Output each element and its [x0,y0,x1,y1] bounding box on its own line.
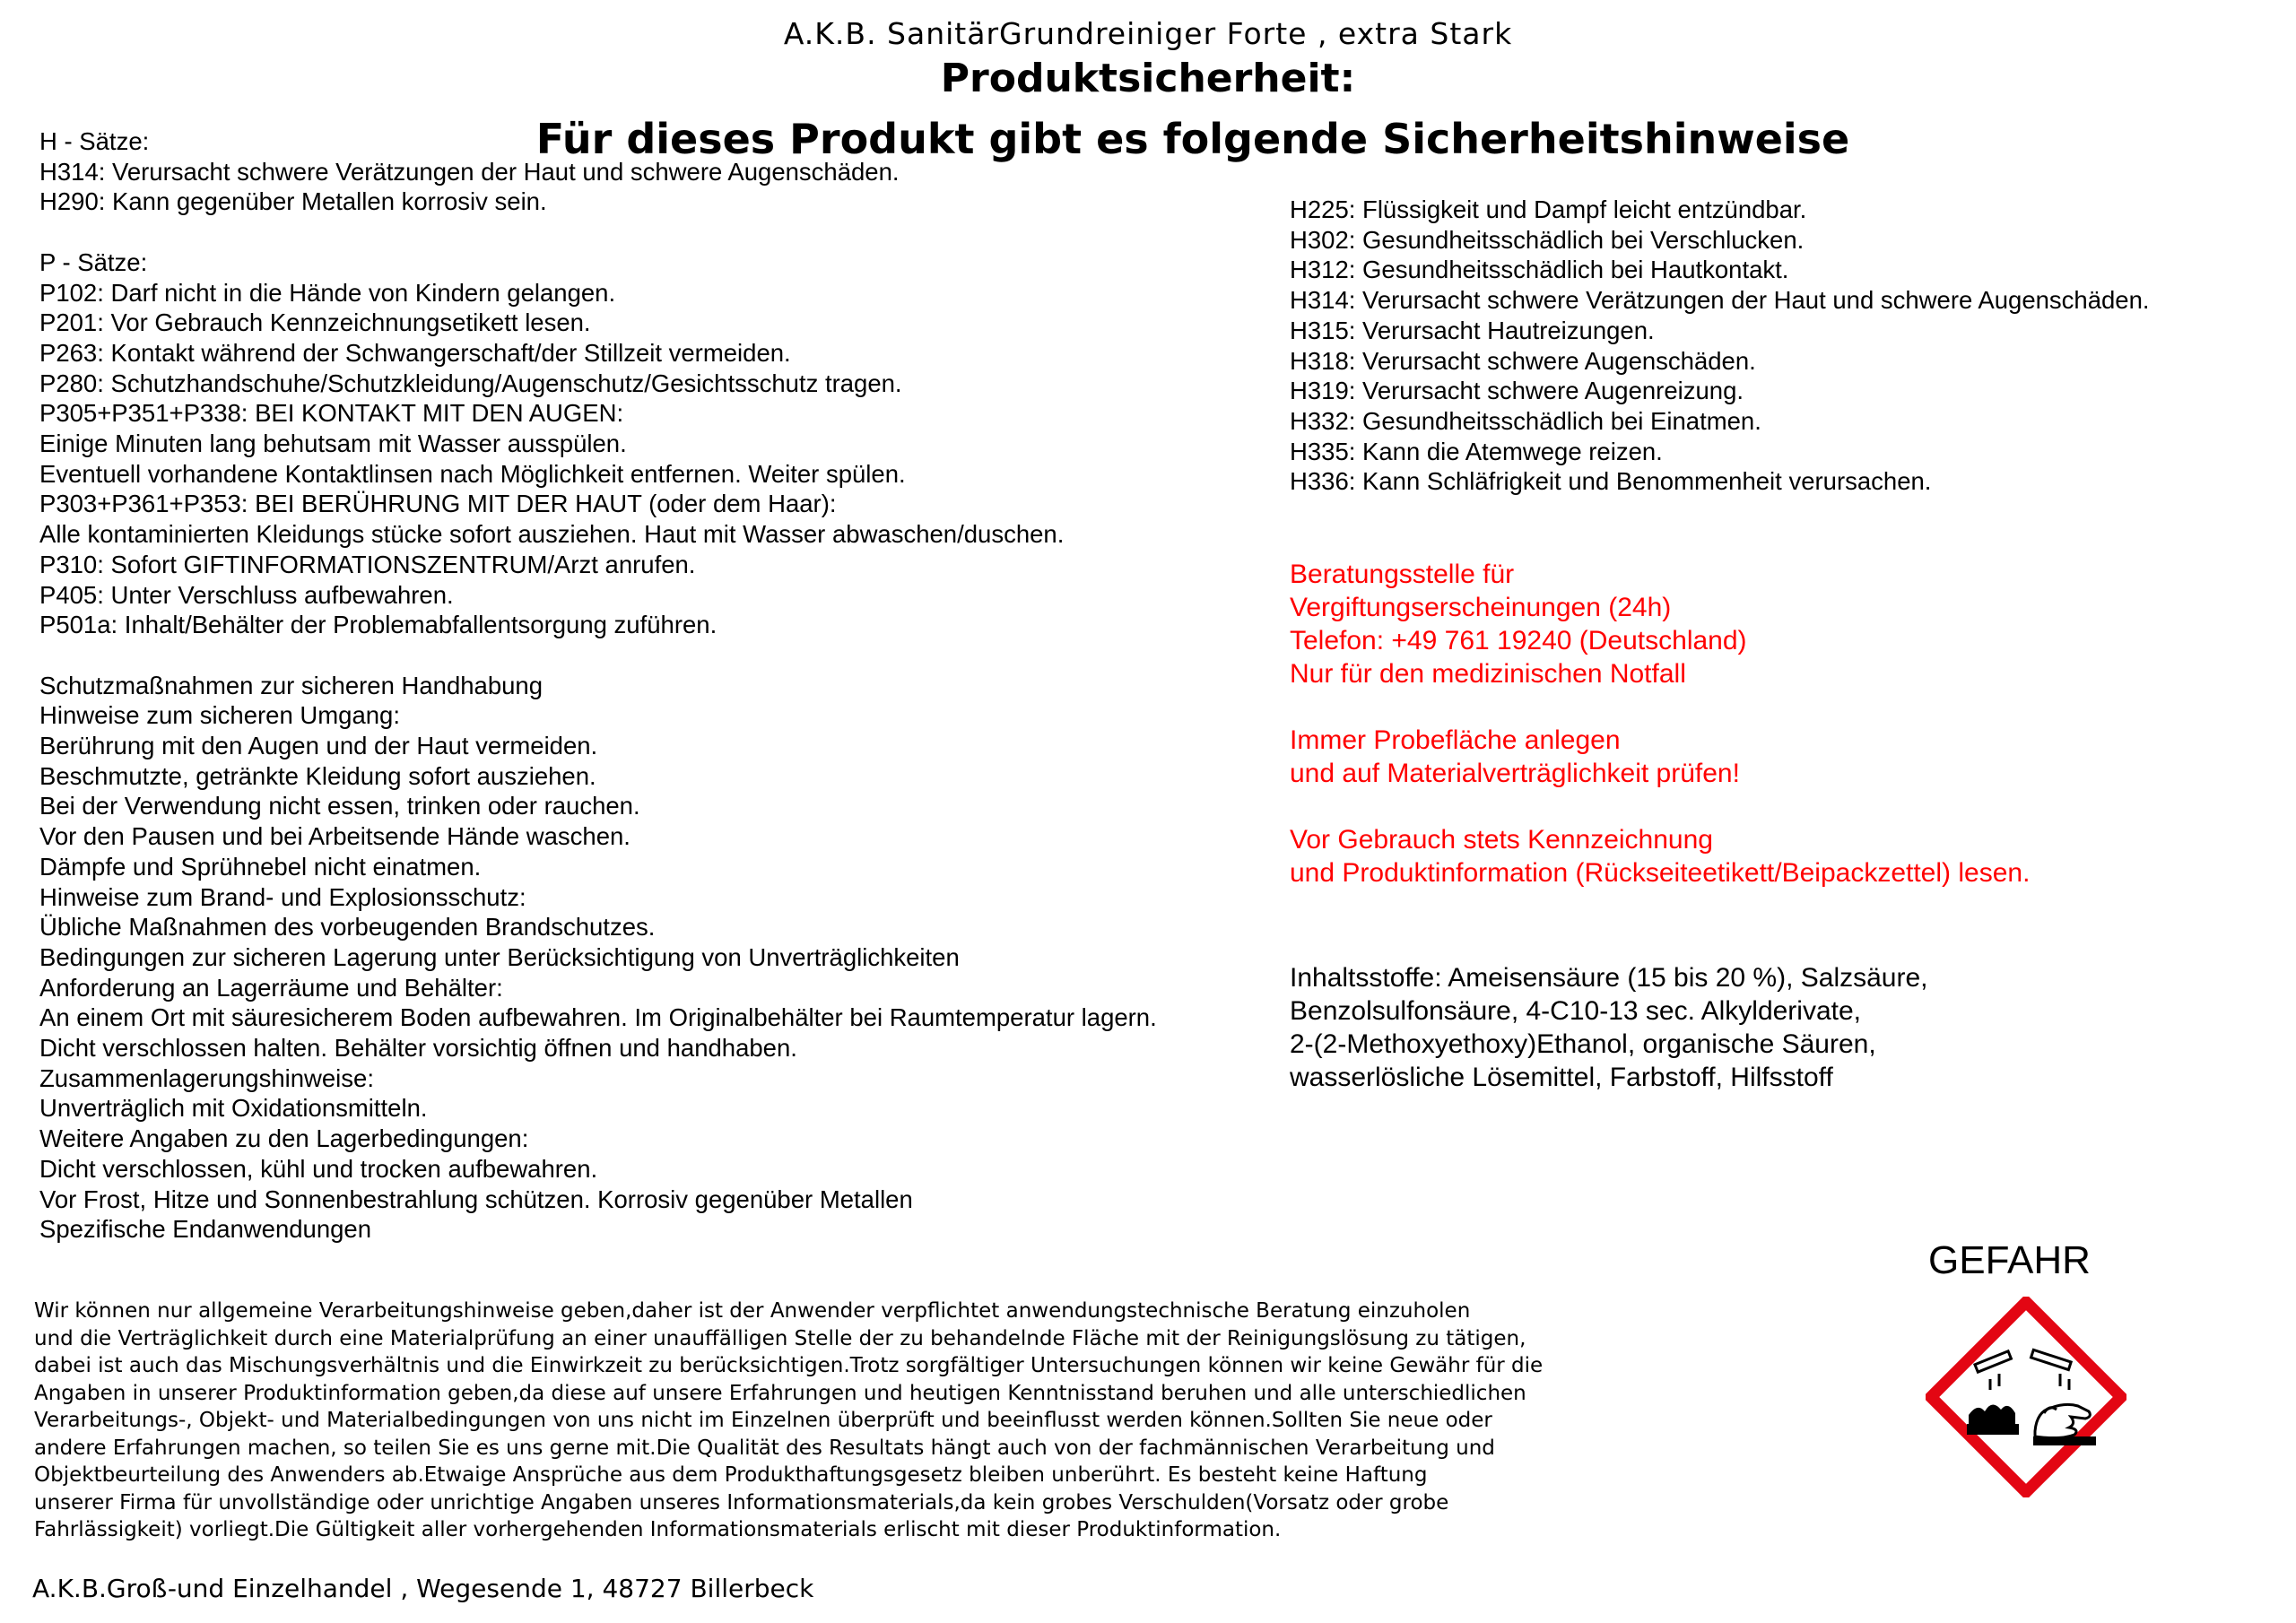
disclaimer-line: Wir können nur allgemeine Verarbeitungshinweise geben,daher ist der Anwender verpflichtet anwendungstechnische Beratung einzuholen [34,1299,1471,1323]
section-heading: Produktsicherheit: [940,56,1356,101]
emergency-line: Vergiftungserscheinungen (24h) [1290,593,1672,622]
p-statements-title: P - Sätze: [39,247,148,276]
handling-line: Beschmutzte, getränkte Kleidung sofort ausziehen. [39,761,596,790]
signal-word: GEFAHR [1928,1238,2091,1282]
disclaimer-line: unserer Firma für unvollständige oder unrichtige Angaben unseres Informationsmaterials,da kein grobes Verschulden(Vorsatz oder grobe [34,1490,1449,1515]
read-line: Vor Gebrauch stets Kennzeichnung [1290,825,1713,855]
disclaimer-line: andere Erfahrungen machen, so teilen Sie es uns gerne mit.Die Qualität des Resultats hängt auch von der fachmännischen Verarbeitung und [34,1436,1495,1460]
handling-line: Unverträglich mit Oxidationsmitteln. [39,1094,428,1123]
disclaimer [34,1298,1559,1544]
ingredients [1290,961,2276,1094]
handling-line: Anforderung an Lagerräume und Behälter: [39,973,503,1002]
h-statement: H225: Flüssigkeit und Dampf leicht entzündbar. [1290,195,1807,223]
disclaimer-line: Angaben in unserer Produktinformation geben,da diese auf unsere Erfahrungen und heutigen Kenntnisstand beruhen und alle unterschiedlichen [34,1381,1526,1405]
h-statement: H315: Verursacht Hautreizungen. [1290,316,1655,344]
handling-line: Berührung mit den Augen und der Haut vermeiden. [39,732,598,760]
emergency-line: Nur für den medizinischen Notfall [1290,659,1686,689]
h-statement: H290: Kann gegenüber Metallen korrosiv sein. [39,187,547,216]
h-statement: H332: Gesundheitsschädlich bei Einatmen. [1290,406,1761,435]
h-statement: H314: Verursacht schwere Verätzungen der Haut und schwere Augenschäden. [1290,286,2150,315]
section-subheading: Für dieses Produkt gibt es folgende Sicherheitshinweise [535,115,1850,163]
p-statement: P263: Kontakt während der Schwangerschaft/der Stillzeit vermeiden. [39,338,791,367]
handling-line: Bedingungen zur sicheren Lagerung unter Berücksichtigung von Unverträglichkeiten [39,942,960,971]
p-statement: P310: Sofort GIFTINFORMATIONSZENTRUM/Arzt anrufen. [39,550,696,578]
handling-line: Hinweise zum Brand- und Explosionsschutz: [39,882,526,911]
handling-line: Zusammenlagerungshinweise: [39,1063,374,1092]
handling-line: Bei der Verwendung nicht essen, trinken oder rauchen. [39,792,640,820]
p-statement: P305+P351+P338: BEI KONTAKT MIT DEN AUGEN: [39,399,624,428]
handling-line: An einem Ort mit säuresicherem Boden aufbewahren. Im Originalbehälter bei Raumtemperatur lagern. [39,1003,1157,1032]
emergency-notes [1290,558,2276,890]
p-statement: P501a: Inhalt/Behälter der Problemabfallentsorgung zuführen. [39,611,718,639]
handling-line: Hinweise zum sicheren Umgang: [39,701,400,730]
p-statement: P280: Schutzhandschuhe/Schutzkleidung/Augenschutz/Gesichtsschutz tragen. [39,369,902,397]
handling-line: Dicht verschlossen halten. Behälter vorsichtig öffnen und handhaben. [39,1034,797,1063]
p-statement: P102: Darf nicht in die Hände von Kindern gelangen. [39,278,616,307]
disclaimer-line: Verarbeitungs-, Objekt- und Materialbedingungen von uns nicht im Einzelnen überprüft und beeinflusst werden können.Sollten Sie neue oder [34,1409,1492,1432]
handling-line: Dämpfe und Sprühnebel nicht einatmen. [39,852,482,881]
ingredients-line: wasserlösliche Lösemittel, Farbstoff, Hilfsstoff [1290,1063,1833,1092]
test-line: Immer Probefläche anlegen [1290,725,1621,755]
handling-line: Schutzmaßnahmen zur sicheren Handhabung [39,671,544,699]
product-title: A.K.B. SanitärGrundreiniger Forte , extra Stark [783,16,1513,51]
p-statement: Einige Minuten lang behutsam mit Wasser ausspülen. [39,430,627,458]
p-statement: P201: Vor Gebrauch Kennzeichnungsetikett lesen. [39,308,591,337]
disclaimer-line: Objektbeurteilung des Anwenders ab.Etwaige Ansprüche aus dem Produkthaftungsgesetz bleiben unberührt. Es besteht keine Haftung [34,1463,1428,1487]
h-statement: H318: Verursacht schwere Augenschäden. [1290,346,1756,375]
h-statement: H312: Gesundheitsschädlich bei Hautkontakt. [1290,256,1789,284]
h-statement: H319: Verursacht schwere Augenreizung. [1290,377,1744,405]
h-statement: H335: Kann die Atemwege reizen. [1290,437,1663,465]
p-statement: Alle kontaminierten Kleidungs stücke sofort ausziehen. Haut mit Wasser abwaschen/duschen. [39,520,1065,549]
handling-line: Dicht verschlossen, kühl und trocken aufbewahren. [39,1154,598,1183]
handling-line: Vor den Pausen und bei Arbeitsende Hände waschen. [39,822,631,851]
handling-line: Übliche Maßnahmen des vorbeugenden Brandschutzes. [39,913,656,942]
disclaimer-line: dabei ist auch das Mischungsverhältnis und die Einwirkzeit zu berücksichtigen.Trotz sorgfältiger Untersuchungen können wir keine Gewähr für die [34,1354,1544,1377]
right-h-statements [1290,195,2276,497]
ingredients-line: 2-(2-Methoxyethoxy)Ethanol, organische Säuren, [1290,1029,1876,1059]
h-statement: H302: Gesundheitsschädlich bei Verschlucken. [1290,225,1805,254]
emergency-phone: Telefon: +49 761 19240 (Deutschland) [1290,626,1747,655]
ingredients-line: Inhaltsstoffe: Ameisensäure (15 bis 20 %), Salzsäure, [1290,963,1928,993]
h-statement: H336: Kann Schläfrigkeit und Benommenheit verursachen. [1290,467,1932,496]
handling-line: Spezifische Endanwendungen [39,1215,372,1244]
emergency-line: Beratungsstelle für [1290,560,1515,589]
p-statement: P405: Unter Verschluss aufbewahren. [39,580,454,609]
handling-line: Weitere Angaben zu den Lagerbedingungen: [39,1124,529,1153]
p-statement: P303+P361+P353: BEI BERÜHRUNG MIT DER HAUT (oder dem Haar): [39,490,837,518]
disclaimer-line: Fahrlässigkeit) vorliegt.Die Gültigkeit aller vorhergehenden Informationsmaterials erlischt mit dieser Produktinformation. [34,1518,1282,1541]
corrosion-icon [1926,1297,2126,1497]
disclaimer-line: und die Verträglichkeit durch eine Materialprüfung an einer unauffälligen Stelle der zu behandelnde Fläche mit der Reinigungslösung zu tätigen, [34,1326,1526,1350]
left-column [39,126,1250,1245]
test-line: und auf Materialverträglichkeit prüfen! [1290,759,1740,788]
h-statements-title: H - Sätze: [39,127,150,155]
handling-line: Vor Frost, Hitze und Sonnenbestrahlung schützen. Korrosiv gegenüber Metallen [39,1185,913,1213]
read-line: und Produktinformation (Rückseiteetikett/Beipackzettel) lesen. [1290,858,2031,888]
h-statement: H314: Verursacht schwere Verätzungen der Haut und schwere Augenschäden. [39,157,900,186]
ingredients-line: Benzolsulfonsäure, 4-C10-13 sec. Alkylderivate, [1290,996,1862,1026]
company-address: A.K.B.Groß-und Einzelhandel , Wegesende 1, 48727 Billerbeck [32,1574,814,1603]
p-statement: Eventuell vorhandene Kontaktlinsen nach Möglichkeit entfernen. Weiter spülen. [39,459,906,488]
